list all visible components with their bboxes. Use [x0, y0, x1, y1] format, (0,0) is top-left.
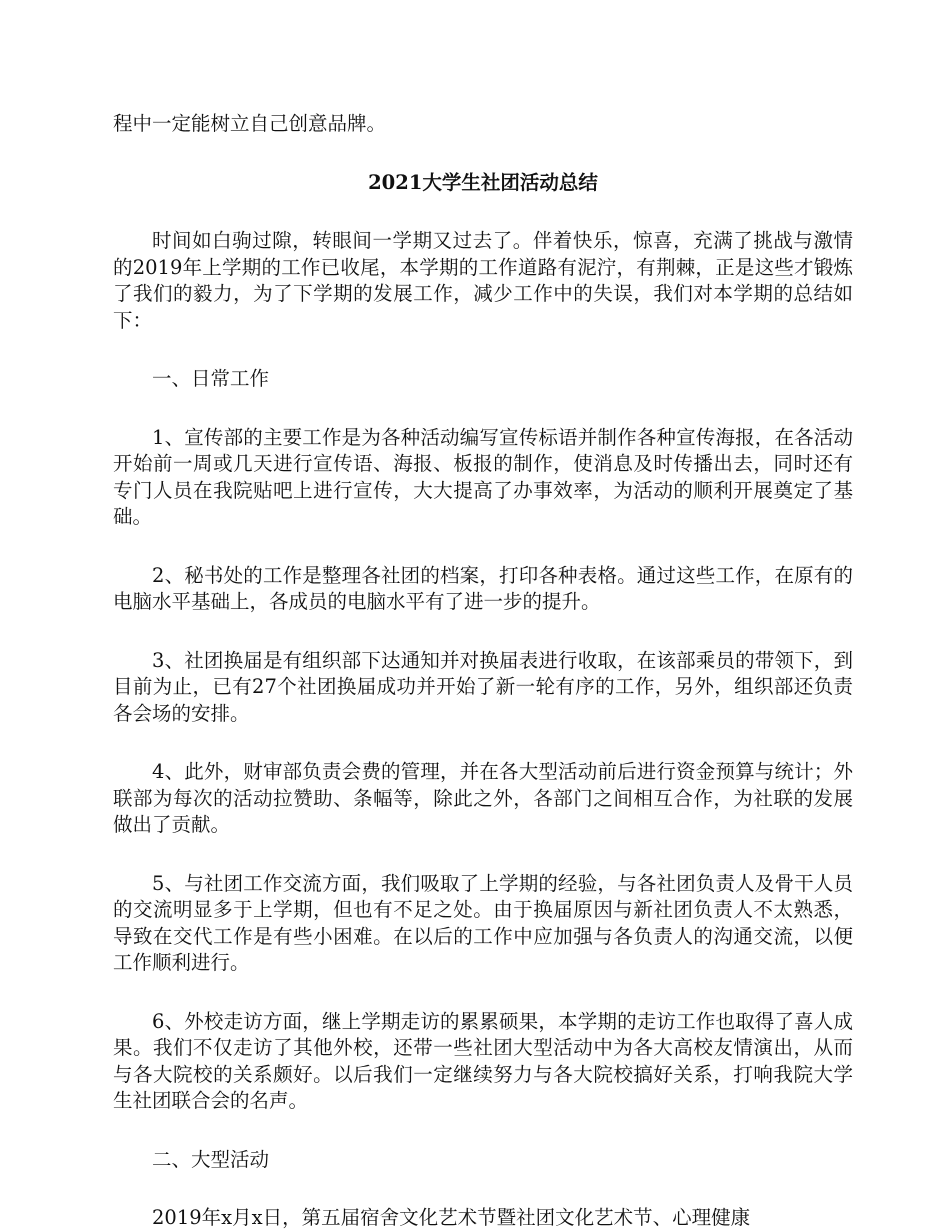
- section-heading-major-events: 二、大型活动: [152, 1147, 270, 1171]
- paragraph-item-6: 6、外校走访方面，继上学期走访的累累硕果，本学期的走访工作也取得了喜人成果。我们不仅走访了其他外校，还带一些社团大型活动中为各大高校友情演出，从而与各大院校的关系颇好。以后我们一定继续努力与各大院校搞好关系，打响我院大学生社团联合会的名声。: [113, 1009, 853, 1112]
- paragraph-item-1: 1、宣传部的主要工作是为各种活动编写宣传标语并制作各种宣传海报，在各活动开始前一周或几天进行宣传语、海报、板报的制作，使消息及时传播出去，同时还有专门人员在我院贴吧上进行宣传，大大提高了办事效率，为活动的顺利开展奠定了基础。: [113, 425, 853, 528]
- paragraph-item-4: 4、此外，财审部负责会费的管理，并在各大型活动前后进行资金预算与统计；外联部为每次的活动拉赞助、条幅等，除此之外，各部门之间相互合作，为社联的发展做出了贡献。: [113, 760, 853, 836]
- continuation-text: 程中一定能树立自己创意品牌。: [113, 112, 387, 135]
- paragraph-item-3: 3、社团换届是有组织部下达通知并对换届表进行收取，在该部乘员的带领下，到目前为止，已有27个社团换届成功并开始了新一轮有序的工作，另外，组织部还负责各会场的安排。: [113, 648, 853, 725]
- paragraph-item-2: 2、秘书处的工作是整理各社团的档案，打印各种表格。通过这些工作，在原有的电脑水平基础上，各成员的电脑水平有了进一步的提升。: [113, 563, 853, 613]
- section-heading-daily-work: 一、日常工作: [152, 367, 270, 390]
- paragraph-item-5: 5、与社团工作交流方面，我们吸取了上学期的经验，与各社团负责人及骨干人员的交流明显多于上学期，但也有不足之处。由于换届原因与新社团负责人不太熟悉，导致在交代工作是有些小困难。在以后的工作中应加强与各负责人的沟通交流，以便工作顺利进行。: [113, 871, 853, 974]
- document-page: [113, 111, 853, 1232]
- paragraph-events-start: 2019年x月x日，第五届宿舍文化艺术节暨社团文化艺术节、心理健康: [152, 1206, 751, 1229]
- document-title: 2021大学生社团活动总结: [368, 170, 598, 194]
- paragraph-intro: 时间如白驹过隙，转眼间一学期又过去了。伴着快乐，惊喜，充满了挑战与激情的2019年上学期的工作已收尾，本学期的工作道路有泥泞，有荆棘，正是这些才锻炼了我们的毅力，为了下学期的发展工作，减少工作中的失误，我们对本学期的总结如下：: [113, 229, 853, 332]
